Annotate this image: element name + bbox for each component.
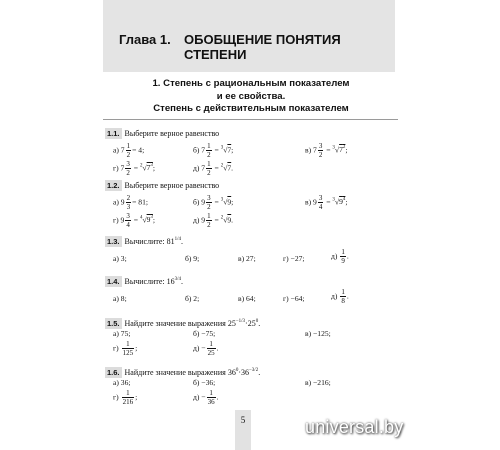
answer-a: а) 7 $\frac{1}{2}$ = 4; <box>113 142 145 159</box>
section-title-line: Степень с действительным показателем <box>153 103 349 114</box>
answer-b: б) 7 $\frac{1}{2}$ = $^3$√7; <box>193 142 234 159</box>
answer-b: б) 9; <box>185 254 200 263</box>
answer-a: а) 75; <box>113 329 131 338</box>
answer-b: б) 2; <box>185 294 200 303</box>
task-number: 1.2. <box>107 181 120 190</box>
task-header: 1.6. Найдите значение выражения $36^0\cdot 36^{-3/2}$. <box>107 368 261 377</box>
answer-b: б) −36; <box>193 378 216 387</box>
answer-d: д) 7 $\frac{1}{2}$ = $^2$√7. <box>193 160 234 177</box>
answer-d: д) 9 $\frac{1}{2}$ = $^2$√9. <box>193 212 234 229</box>
chapter-title-line: ОБОБЩЕНИЕ ПОНЯТИЯ <box>184 32 341 47</box>
answer-g: г) $\frac{1}{125}$ ; <box>113 340 138 357</box>
answer-a: а) 8; <box>113 294 127 303</box>
answer-b: б) −75; <box>193 329 216 338</box>
task-text: Найдите значение выражения <box>124 368 226 377</box>
section-title <box>110 78 392 116</box>
answer-g: г) 7 $\frac{3}{2}$ = $^2√7^3$; <box>113 160 156 177</box>
answer-c: в) −216; <box>305 378 331 387</box>
answer-d: д) $\frac{1}{8}$ . <box>331 288 349 305</box>
task-number: 1.1. <box>107 129 120 138</box>
section-title-line: 1. Степень с рациональным показателем <box>152 78 350 89</box>
answer-c: в) 9 $\frac{3}{4}$ = $^3√9^4$; <box>305 194 348 211</box>
page-number: 5 <box>235 410 251 450</box>
watermark: universal.by <box>305 417 404 437</box>
answer-g: г) −64; <box>283 294 305 303</box>
task-text: Выберите верное равенство <box>124 129 220 138</box>
chapter-number: Глава 1. <box>119 32 171 47</box>
answer-a: а) 9 $\frac{2}{3}$ = 81; <box>113 194 148 211</box>
task-number: 1.5. <box>107 319 120 328</box>
task-header: 1.3. Вычислите: $81^{1/4}$. <box>107 237 184 246</box>
answer-d: д) − $\frac{1}{25}$ . <box>193 340 219 357</box>
answer-b: б) 9 $\frac{3}{2}$ = $^3$√9; <box>193 194 234 211</box>
section-title-line: и ее свойства. <box>216 90 286 102</box>
task-header: 1.4. Вычислите: $16^{3/4}$. <box>107 277 184 286</box>
answer-d: д) $\frac{1}{9}$ . <box>331 248 349 265</box>
chapter-header <box>103 0 395 72</box>
task-text: Выберите верное равенство <box>124 181 220 190</box>
answer-g: г) −27; <box>283 254 305 263</box>
chapter-title <box>184 32 384 62</box>
task-text: Вычислите: <box>124 237 165 246</box>
task-text: Найдите значение выражения <box>124 319 226 328</box>
answer-c: в) 27; <box>238 254 256 263</box>
answer-a: а) 36; <box>113 378 131 387</box>
answer-g: г) $\frac{1}{216}$ ; <box>113 389 138 406</box>
task-number: 1.3. <box>107 237 120 246</box>
task-header <box>105 128 219 139</box>
task-header: 1.5. Найдите значение выражения $25^{-1/3}\cdot 25^0$. <box>107 319 261 328</box>
section-divider <box>103 119 398 120</box>
task-text: Вычислите: <box>124 277 165 286</box>
answer-g: г) 9 $\frac{3}{4}$ = $^4√9^3$; <box>113 212 156 229</box>
answer-d: д) − $\frac{1}{36}$ . <box>193 389 219 406</box>
answer-c: в) −125; <box>305 329 331 338</box>
task-number: 1.6. <box>107 368 120 377</box>
chapter-title-line: СТЕПЕНИ <box>184 47 247 62</box>
task-number: 1.4. <box>107 277 120 286</box>
answer-a: а) 3; <box>113 254 127 263</box>
task-header <box>105 180 219 191</box>
answer-c: в) 7 $\frac{3}{2}$ = $^3√7^2$; <box>305 142 348 159</box>
answer-c: в) 64; <box>238 294 256 303</box>
